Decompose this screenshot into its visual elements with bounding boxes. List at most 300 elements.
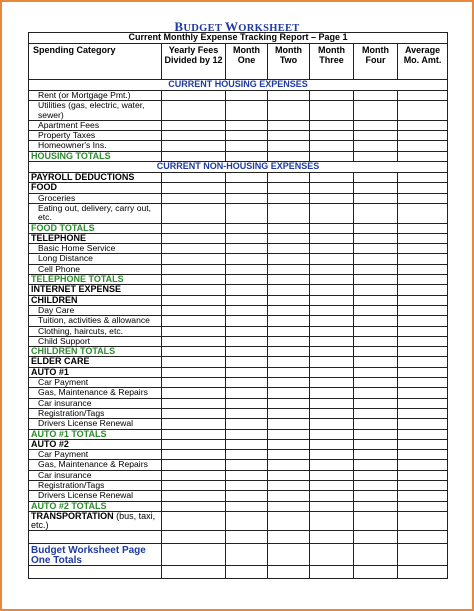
amount-cell[interactable]: [310, 131, 354, 141]
expense-row: [29, 305, 448, 315]
amount-cell[interactable]: [310, 244, 354, 254]
row-label: AUTO #1 TOTALS: [29, 429, 162, 439]
amount-cell[interactable]: [310, 511, 354, 531]
amount-cell[interactable]: [268, 131, 310, 141]
amount-cell[interactable]: [398, 223, 448, 233]
amount-cell[interactable]: [310, 347, 354, 357]
amount-cell[interactable]: [310, 305, 354, 315]
expense-row: [29, 141, 448, 151]
amount-cell[interactable]: [354, 223, 398, 233]
amount-cell[interactable]: [310, 566, 354, 579]
amount-cell[interactable]: [398, 419, 448, 429]
amount-cell[interactable]: [226, 491, 268, 501]
amount-cell[interactable]: [226, 347, 268, 357]
amount-cell[interactable]: [354, 450, 398, 460]
row-label: [29, 531, 162, 544]
amount-cell[interactable]: [162, 378, 226, 388]
amount-cell[interactable]: [354, 173, 398, 183]
amount-cell[interactable]: [226, 419, 268, 429]
row-label: Day Care: [29, 305, 162, 315]
amount-cell[interactable]: [310, 429, 354, 439]
row-label: Apartment Fees: [29, 120, 162, 130]
amount-cell[interactable]: [268, 357, 310, 367]
amount-cell[interactable]: [226, 193, 268, 203]
amount-cell[interactable]: [310, 173, 354, 183]
amount-cell[interactable]: [162, 566, 226, 579]
amount-cell[interactable]: [226, 480, 268, 490]
amount-cell[interactable]: [354, 491, 398, 501]
amount-cell[interactable]: [226, 326, 268, 336]
row-label: Utilities (gas, electric, water, sewer): [29, 101, 162, 121]
amount-cell[interactable]: [354, 388, 398, 398]
amount-cell[interactable]: [310, 501, 354, 511]
amount-cell[interactable]: [310, 336, 354, 346]
amount-cell[interactable]: [310, 419, 354, 429]
amount-cell[interactable]: [268, 264, 310, 274]
amount-cell[interactable]: [226, 367, 268, 377]
column-header-average: Average Mo. Amt.: [398, 44, 448, 80]
amount-cell[interactable]: [268, 419, 310, 429]
amount-cell[interactable]: [354, 264, 398, 274]
amount-cell[interactable]: [226, 470, 268, 480]
amount-cell[interactable]: [226, 429, 268, 439]
amount-cell[interactable]: [354, 480, 398, 490]
amount-cell[interactable]: [226, 101, 268, 121]
amount-cell[interactable]: [310, 367, 354, 377]
amount-cell[interactable]: [398, 101, 448, 121]
category-row: [29, 357, 448, 367]
amount-cell[interactable]: [398, 439, 448, 449]
amount-cell[interactable]: [268, 367, 310, 377]
totals-row: [29, 151, 448, 161]
amount-cell[interactable]: [226, 439, 268, 449]
amount-cell[interactable]: [226, 244, 268, 254]
amount-cell[interactable]: [268, 544, 310, 566]
amount-cell[interactable]: [162, 388, 226, 398]
amount-cell[interactable]: [226, 131, 268, 141]
amount-cell[interactable]: [226, 173, 268, 183]
amount-cell[interactable]: [398, 408, 448, 418]
amount-cell[interactable]: [310, 408, 354, 418]
amount-cell[interactable]: [268, 439, 310, 449]
amount-cell[interactable]: [398, 131, 448, 141]
amount-cell[interactable]: [162, 326, 226, 336]
row-label: Registration/Tags: [29, 480, 162, 490]
amount-cell[interactable]: [398, 347, 448, 357]
expense-row: [29, 408, 448, 418]
amount-cell[interactable]: [162, 254, 226, 264]
amount-cell[interactable]: [268, 429, 310, 439]
amount-cell[interactable]: [354, 439, 398, 449]
amount-cell[interactable]: [268, 470, 310, 480]
amount-cell[interactable]: [268, 244, 310, 254]
expense-row: [29, 480, 448, 490]
amount-cell[interactable]: [226, 511, 268, 531]
totals-row: [29, 501, 448, 511]
amount-cell[interactable]: [162, 460, 226, 470]
amount-cell[interactable]: [398, 244, 448, 254]
amount-cell[interactable]: [162, 367, 226, 377]
amount-cell[interactable]: [162, 285, 226, 295]
amount-cell[interactable]: [162, 450, 226, 460]
amount-cell[interactable]: [268, 316, 310, 326]
amount-cell[interactable]: [226, 264, 268, 274]
expense-row: [29, 388, 448, 398]
row-label: AUTO #2 TOTALS: [29, 501, 162, 511]
amount-cell[interactable]: [226, 203, 268, 223]
amount-cell[interactable]: [310, 223, 354, 233]
amount-cell[interactable]: [398, 120, 448, 130]
amount-cell[interactable]: [354, 336, 398, 346]
amount-cell[interactable]: [162, 141, 226, 151]
amount-cell[interactable]: [354, 151, 398, 161]
amount-cell[interactable]: [162, 275, 226, 285]
row-label: Registration/Tags: [29, 408, 162, 418]
amount-cell[interactable]: [268, 91, 310, 101]
row-label: Basic Home Service: [29, 244, 162, 254]
amount-cell[interactable]: [310, 233, 354, 243]
expense-row: [29, 450, 448, 460]
amount-cell[interactable]: [268, 254, 310, 264]
amount-cell[interactable]: [354, 316, 398, 326]
amount-cell[interactable]: [310, 544, 354, 566]
row-label: TELEPHONE TOTALS: [29, 275, 162, 285]
amount-cell[interactable]: [162, 429, 226, 439]
amount-cell[interactable]: [398, 91, 448, 101]
amount-cell[interactable]: [162, 531, 226, 544]
amount-cell[interactable]: [162, 120, 226, 130]
expense-row: [29, 101, 448, 121]
amount-cell[interactable]: [354, 254, 398, 264]
worksheet-title: BUDGET WORKSHEET: [174, 19, 300, 34]
amount-cell[interactable]: [398, 173, 448, 183]
amount-cell[interactable]: [162, 173, 226, 183]
amount-cell[interactable]: [268, 388, 310, 398]
amount-cell[interactable]: [398, 367, 448, 377]
amount-cell[interactable]: [268, 141, 310, 151]
amount-cell[interactable]: [354, 183, 398, 193]
row-label: Child Support: [29, 336, 162, 346]
amount-cell[interactable]: [162, 336, 226, 346]
amount-cell[interactable]: [268, 120, 310, 130]
amount-cell[interactable]: [268, 501, 310, 511]
amount-cell[interactable]: [310, 326, 354, 336]
amount-cell[interactable]: [268, 151, 310, 161]
amount-cell[interactable]: [354, 295, 398, 305]
amount-cell[interactable]: [226, 316, 268, 326]
amount-cell[interactable]: [226, 151, 268, 161]
amount-cell[interactable]: [310, 491, 354, 501]
category-row: [29, 183, 448, 193]
amount-cell[interactable]: [398, 357, 448, 367]
amount-cell[interactable]: [226, 388, 268, 398]
amount-cell[interactable]: [162, 193, 226, 203]
amount-cell[interactable]: [354, 285, 398, 295]
amount-cell[interactable]: [226, 408, 268, 418]
amount-cell[interactable]: [398, 398, 448, 408]
amount-cell[interactable]: [398, 429, 448, 439]
amount-cell[interactable]: [310, 91, 354, 101]
row-label: HOUSING TOTALS: [29, 151, 162, 161]
amount-cell[interactable]: [268, 480, 310, 490]
row-label: [29, 566, 162, 579]
amount-cell[interactable]: [162, 511, 226, 531]
amount-cell[interactable]: [268, 511, 310, 531]
amount-cell[interactable]: [226, 183, 268, 193]
amount-cell[interactable]: [162, 244, 226, 254]
amount-cell[interactable]: [162, 151, 226, 161]
amount-cell[interactable]: [398, 141, 448, 151]
amount-cell[interactable]: [310, 531, 354, 544]
amount-cell[interactable]: [162, 264, 226, 274]
amount-cell[interactable]: [354, 566, 398, 579]
amount-cell[interactable]: [310, 141, 354, 151]
amount-cell[interactable]: [162, 501, 226, 511]
amount-cell[interactable]: [226, 450, 268, 460]
amount-cell[interactable]: [398, 388, 448, 398]
amount-cell[interactable]: [268, 295, 310, 305]
amount-cell[interactable]: [268, 183, 310, 193]
amount-cell[interactable]: [398, 511, 448, 531]
amount-cell[interactable]: [310, 357, 354, 367]
amount-cell[interactable]: [268, 193, 310, 203]
amount-cell[interactable]: [398, 450, 448, 460]
totals-row: [29, 429, 448, 439]
amount-cell[interactable]: [268, 326, 310, 336]
amount-cell[interactable]: [398, 531, 448, 544]
blank-row: [29, 566, 448, 579]
amount-cell[interactable]: [354, 275, 398, 285]
amount-cell[interactable]: [162, 183, 226, 193]
amount-cell[interactable]: [268, 566, 310, 579]
amount-cell[interactable]: [268, 275, 310, 285]
amount-cell[interactable]: [268, 233, 310, 243]
amount-cell[interactable]: [354, 531, 398, 544]
amount-cell[interactable]: [398, 275, 448, 285]
amount-cell[interactable]: [162, 295, 226, 305]
amount-cell[interactable]: [162, 480, 226, 490]
amount-cell[interactable]: [226, 223, 268, 233]
amount-cell[interactable]: [354, 378, 398, 388]
expense-row: [29, 460, 448, 470]
amount-cell[interactable]: [398, 480, 448, 490]
amount-cell[interactable]: [398, 316, 448, 326]
amount-cell[interactable]: [354, 357, 398, 367]
amount-cell[interactable]: [398, 566, 448, 579]
amount-cell[interactable]: [354, 193, 398, 203]
row-label: Gas, Maintenance & Repairs: [29, 460, 162, 470]
amount-cell[interactable]: [226, 91, 268, 101]
amount-cell[interactable]: [310, 275, 354, 285]
amount-cell[interactable]: [398, 501, 448, 511]
amount-cell[interactable]: [398, 336, 448, 346]
amount-cell[interactable]: [268, 408, 310, 418]
amount-cell[interactable]: [354, 233, 398, 243]
amount-cell[interactable]: [162, 408, 226, 418]
amount-cell[interactable]: [162, 398, 226, 408]
row-label: Drivers License Renewal: [29, 419, 162, 429]
amount-cell[interactable]: [268, 378, 310, 388]
amount-cell[interactable]: [398, 326, 448, 336]
amount-cell[interactable]: [398, 491, 448, 501]
amount-cell[interactable]: [398, 183, 448, 193]
amount-cell[interactable]: [226, 120, 268, 130]
column-header-month-one: Month One: [226, 44, 268, 80]
amount-cell[interactable]: [398, 470, 448, 480]
amount-cell[interactable]: [354, 408, 398, 418]
amount-cell[interactable]: [398, 264, 448, 274]
amount-cell[interactable]: [354, 398, 398, 408]
amount-cell[interactable]: [226, 141, 268, 151]
section-header-row: [29, 162, 448, 173]
amount-cell[interactable]: [268, 398, 310, 408]
amount-cell[interactable]: [310, 378, 354, 388]
row-label: Car Payment: [29, 450, 162, 460]
amount-cell[interactable]: [310, 264, 354, 274]
amount-cell[interactable]: [354, 203, 398, 223]
amount-cell[interactable]: [268, 101, 310, 121]
amount-cell[interactable]: [268, 450, 310, 460]
amount-cell[interactable]: [310, 470, 354, 480]
amount-cell[interactable]: [398, 285, 448, 295]
amount-cell[interactable]: [398, 254, 448, 264]
amount-cell[interactable]: [354, 511, 398, 531]
section-header-row: [29, 80, 448, 91]
amount-cell[interactable]: [226, 378, 268, 388]
expense-row: [29, 326, 448, 336]
amount-cell[interactable]: [226, 254, 268, 264]
amount-cell[interactable]: [310, 151, 354, 161]
amount-cell[interactable]: [268, 336, 310, 346]
amount-cell[interactable]: [354, 501, 398, 511]
amount-cell[interactable]: [268, 531, 310, 544]
amount-cell[interactable]: [226, 285, 268, 295]
amount-cell[interactable]: [310, 450, 354, 460]
amount-cell[interactable]: [162, 419, 226, 429]
amount-cell[interactable]: [354, 91, 398, 101]
amount-cell[interactable]: [226, 460, 268, 470]
expense-row: [29, 398, 448, 408]
category-row: [29, 233, 448, 243]
amount-cell[interactable]: [354, 131, 398, 141]
amount-cell[interactable]: [354, 347, 398, 357]
row-label: Homeowner's Ins.: [29, 141, 162, 151]
amount-cell[interactable]: [162, 91, 226, 101]
amount-cell[interactable]: [354, 305, 398, 315]
amount-cell[interactable]: [398, 305, 448, 315]
amount-cell[interactable]: [310, 480, 354, 490]
amount-cell[interactable]: [162, 470, 226, 480]
amount-cell[interactable]: [268, 285, 310, 295]
amount-cell[interactable]: [354, 326, 398, 336]
amount-cell[interactable]: [354, 429, 398, 439]
column-header-spending-category: Spending Category: [29, 44, 162, 80]
amount-cell[interactable]: [398, 233, 448, 243]
amount-cell[interactable]: [162, 305, 226, 315]
amount-cell[interactable]: [398, 203, 448, 223]
amount-cell[interactable]: [226, 357, 268, 367]
amount-cell[interactable]: [310, 254, 354, 264]
amount-cell[interactable]: [354, 141, 398, 151]
amount-cell[interactable]: [268, 305, 310, 315]
amount-cell[interactable]: [310, 101, 354, 121]
amount-cell[interactable]: [354, 367, 398, 377]
amount-cell[interactable]: [226, 398, 268, 408]
amount-cell[interactable]: [268, 203, 310, 223]
amount-cell[interactable]: [354, 244, 398, 254]
amount-cell[interactable]: [226, 336, 268, 346]
category-row: [29, 295, 448, 305]
amount-cell[interactable]: [162, 316, 226, 326]
amount-cell[interactable]: [162, 223, 226, 233]
amount-cell[interactable]: [398, 295, 448, 305]
amount-cell[interactable]: [310, 183, 354, 193]
amount-cell[interactable]: [226, 233, 268, 243]
amount-cell[interactable]: [354, 120, 398, 130]
amount-cell[interactable]: [268, 223, 310, 233]
amount-cell[interactable]: [398, 544, 448, 566]
amount-cell[interactable]: [354, 419, 398, 429]
amount-cell[interactable]: [398, 378, 448, 388]
amount-cell[interactable]: [226, 566, 268, 579]
amount-cell[interactable]: [310, 316, 354, 326]
row-label: Car Payment: [29, 378, 162, 388]
amount-cell[interactable]: [162, 347, 226, 357]
amount-cell[interactable]: [226, 295, 268, 305]
column-header-yearly-fees: Yearly Fees Divided by 12: [162, 44, 226, 80]
amount-cell[interactable]: [310, 398, 354, 408]
amount-cell[interactable]: [310, 120, 354, 130]
amount-cell[interactable]: [162, 544, 226, 566]
amount-cell[interactable]: [268, 173, 310, 183]
amount-cell[interactable]: [268, 460, 310, 470]
totals-row: [29, 223, 448, 233]
amount-cell[interactable]: [310, 439, 354, 449]
amount-cell[interactable]: [398, 193, 448, 203]
amount-cell[interactable]: [354, 101, 398, 121]
amount-cell[interactable]: [162, 203, 226, 223]
amount-cell[interactable]: [398, 151, 448, 161]
amount-cell[interactable]: [310, 193, 354, 203]
amount-cell[interactable]: [226, 305, 268, 315]
amount-cell[interactable]: [162, 131, 226, 141]
amount-cell[interactable]: [268, 347, 310, 357]
amount-cell[interactable]: [226, 275, 268, 285]
amount-cell[interactable]: [310, 460, 354, 470]
amount-cell[interactable]: [226, 501, 268, 511]
row-label-suffix: (bus, taxi, etc.): [31, 511, 156, 531]
amount-cell[interactable]: [226, 544, 268, 566]
amount-cell[interactable]: [310, 203, 354, 223]
amount-cell[interactable]: [162, 491, 226, 501]
amount-cell[interactable]: [310, 388, 354, 398]
amount-cell[interactable]: [162, 357, 226, 367]
amount-cell[interactable]: [162, 439, 226, 449]
column-header-row: [29, 44, 448, 80]
amount-cell[interactable]: [310, 295, 354, 305]
amount-cell[interactable]: [268, 491, 310, 501]
amount-cell[interactable]: [226, 531, 268, 544]
amount-cell[interactable]: [354, 544, 398, 566]
amount-cell[interactable]: [162, 233, 226, 243]
amount-cell[interactable]: [162, 101, 226, 121]
amount-cell[interactable]: [354, 460, 398, 470]
row-label: CHILDREN TOTALS: [29, 347, 162, 357]
amount-cell[interactable]: [310, 285, 354, 295]
amount-cell[interactable]: [354, 470, 398, 480]
row-label: INTERNET EXPENSE: [29, 285, 162, 295]
amount-cell[interactable]: [398, 460, 448, 470]
